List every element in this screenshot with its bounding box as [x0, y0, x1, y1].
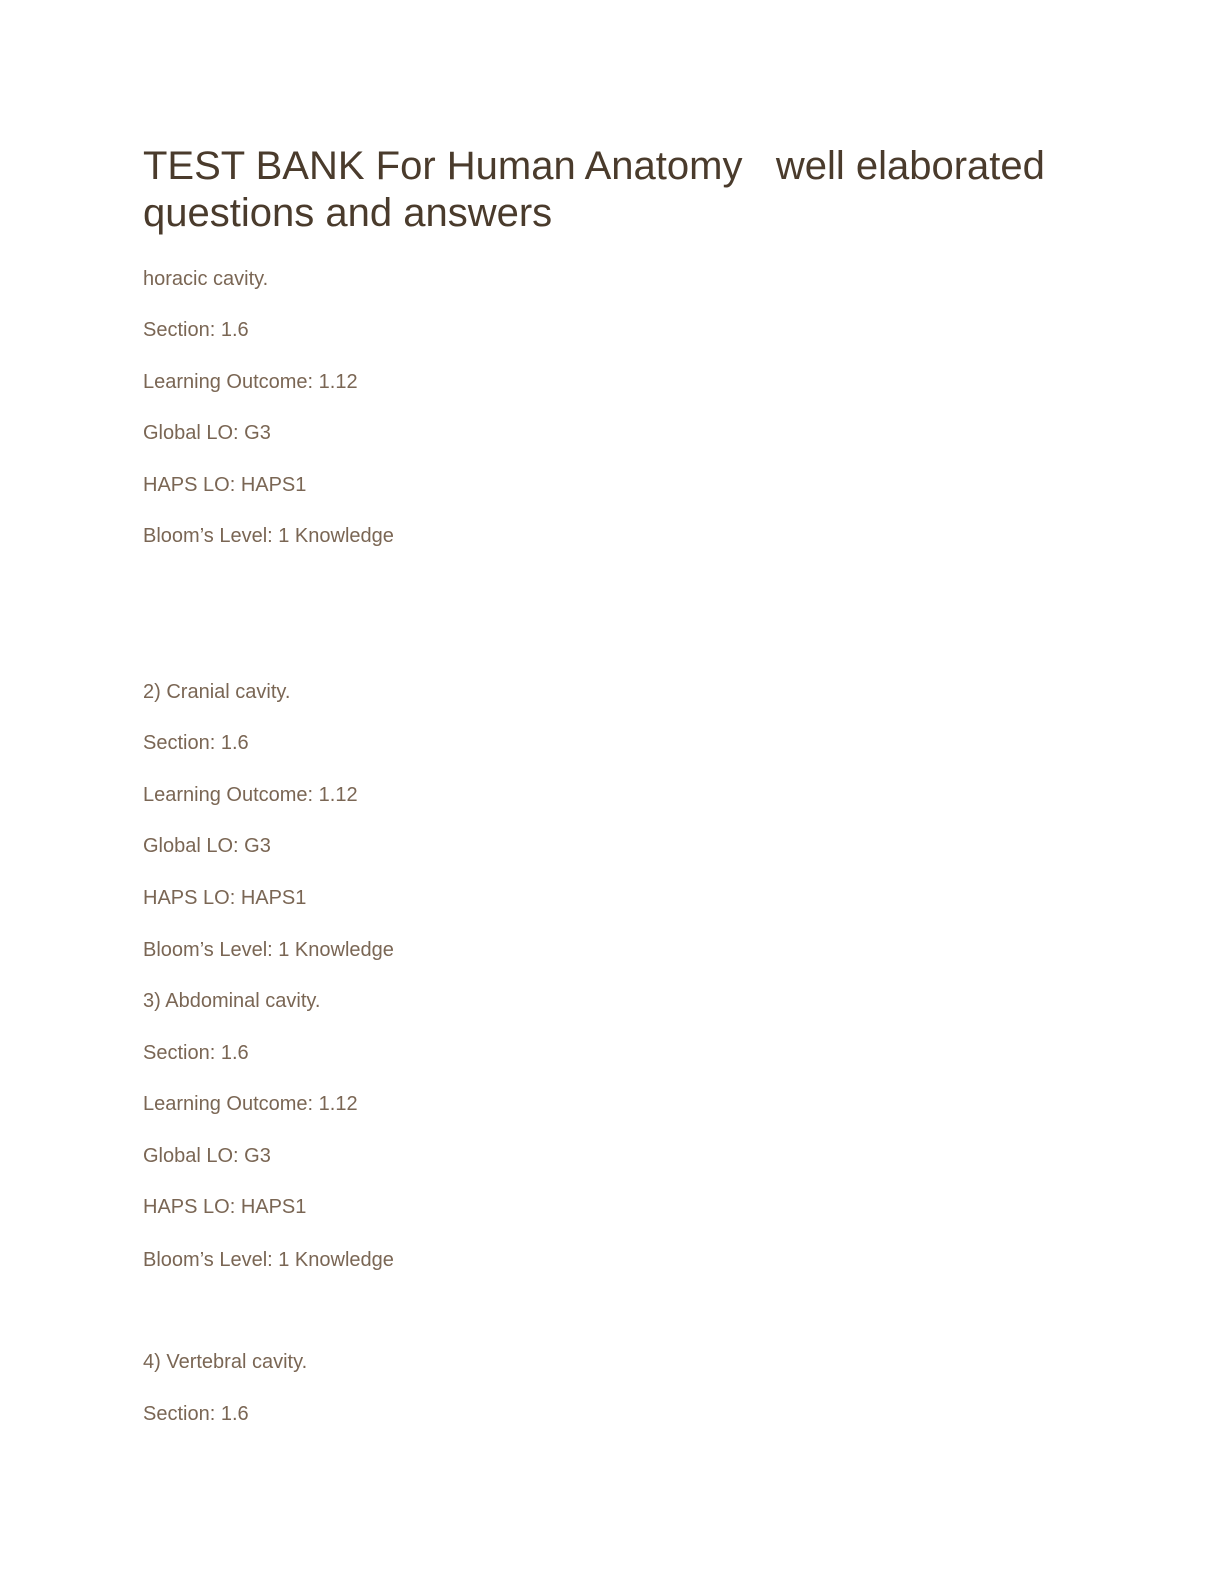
answer-line: horacic cavity. [143, 268, 269, 290]
haps-lo-line: HAPS LO: HAPS1 [143, 1196, 307, 1218]
learning-outcome-line: Learning Outcome: 1.12 [143, 1093, 358, 1115]
learning-outcome-line: Learning Outcome: 1.12 [143, 371, 358, 393]
blooms-level-line: Bloom’s Level: 1 Knowledge [143, 1249, 394, 1271]
blooms-level-line: Bloom’s Level: 1 Knowledge [143, 939, 394, 961]
question-line: 4) Vertebral cavity. [143, 1351, 308, 1373]
haps-lo-line: HAPS LO: HAPS1 [143, 887, 307, 909]
global-lo-line: Global LO: G3 [143, 422, 271, 444]
learning-outcome-line: Learning Outcome: 1.12 [143, 784, 358, 806]
haps-lo-line: HAPS LO: HAPS1 [143, 474, 307, 496]
question-line: 2) Cranial cavity. [143, 681, 291, 703]
document-title: TEST BANK For Human Anatomy well elaborated questions and answers [143, 144, 1056, 235]
section-line: Section: 1.6 [143, 319, 249, 341]
section-line: Section: 1.6 [143, 1403, 249, 1425]
blooms-level-line: Bloom’s Level: 1 Knowledge [143, 525, 394, 547]
section-line: Section: 1.6 [143, 732, 249, 754]
global-lo-line: Global LO: G3 [143, 835, 271, 857]
global-lo-line: Global LO: G3 [143, 1145, 271, 1167]
section-line: Section: 1.6 [143, 1042, 249, 1064]
question-line: 3) Abdominal cavity. [143, 990, 321, 1012]
